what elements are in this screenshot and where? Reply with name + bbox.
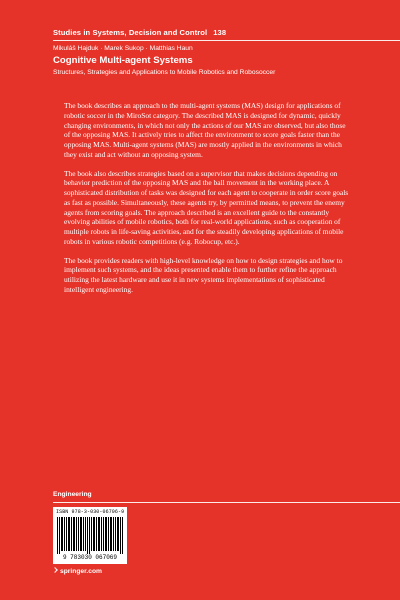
blurb-paragraph-2: The book also describes strategies based on a supervisor that makes decisions depending on behavior prediction of the opposing MAS and the ball movement in the working place. A sophisticated distribution of tasks was designed for each agent to cooperate in order score goals as fast as possible. Simultaneously, these agents try, by permitted means, to prevent the enemy agents from scoring goals. The approach described is an excellent guide to the constantly evolving abilities of mobile robotics, both for real-world applications, such as cooperation of multiple robots in life-saving activities, and for the steadily developing applications of mobile robots in various robotic competitions (e.g. Robocup, etc.). — [64, 168, 349, 246]
barcode — [53, 507, 127, 564]
publisher-url[interactable] — [53, 568, 102, 575]
series-name: Studies in Systems, Decision and Control — [53, 28, 208, 37]
series-line — [53, 28, 226, 37]
blurb-paragraph-3: The book provides readers with high-level knowledge on how to design strategies and how to implement such systems, and the ideas presented enable them to further refine the approach utilizing the latest hardware and use it in new systems implementations of sophisticated intelligent engineering. — [64, 255, 343, 294]
isbn-label: ISBN 978-3-030-06706-9 — [56, 509, 125, 515]
top-divider — [53, 40, 400, 41]
book-subtitle: Structures, Strategies and Applications to Mobile Robotics and Robosoccer — [53, 69, 276, 76]
barcode-icon — [57, 517, 123, 554]
series-number: 138 — [213, 28, 227, 37]
publisher-url-text: springer.com — [60, 568, 102, 575]
blurb — [64, 101, 350, 304]
arrow-right-icon — [52, 567, 58, 573]
book-title: Cognitive Multi-agent Systems — [53, 55, 193, 66]
isbn-digits: 9 783030 067069 — [62, 554, 117, 561]
subject-category: Engineering — [53, 491, 92, 498]
bottom-divider — [53, 502, 400, 503]
blurb-paragraph-1: The book describes an approach to the multi-agent systems (MAS) design for applications of robotic soccer in the MiroSot category. The described MAS is designed for dynamic, quickly changing environments, in which not only the actions of our MAS are observed, but also those of the opposing MAS. It actively tries to affect the environment to score goals faster than the opposing MAS. Multi-agent systems (MAS) are mostly applied in the environments in which they exist and act without an opposing system. — [64, 101, 346, 159]
authors: Mikuláš Hajduk · Marek Sukop · Matthias Haun — [53, 45, 193, 52]
